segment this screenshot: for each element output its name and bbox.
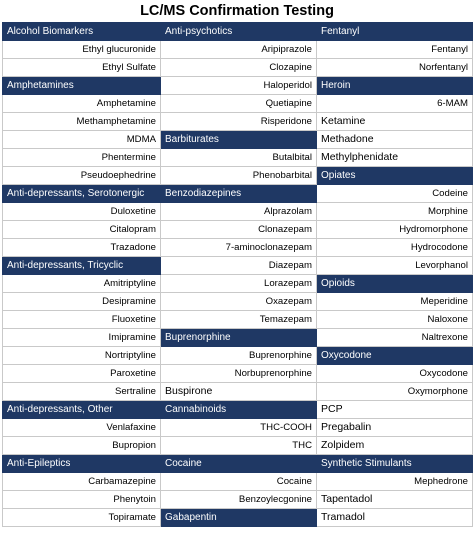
test-item-cell: Buspirone: [161, 383, 317, 401]
test-item-cell: Topiramate: [3, 509, 161, 527]
table-row: [3, 149, 473, 167]
table-row: [3, 365, 473, 383]
table-row: [3, 491, 473, 509]
test-item-cell: Methylphenidate: [317, 149, 473, 167]
test-item-cell: Venlafaxine: [3, 419, 161, 437]
table-row: [3, 239, 473, 257]
category-header-cell: Buprenorphine: [161, 329, 317, 347]
test-item-cell: Ketamine: [317, 113, 473, 131]
category-header-cell: Cocaine: [161, 455, 317, 473]
category-header-cell: Opioids: [317, 275, 473, 293]
test-item-cell: Duloxetine: [3, 203, 161, 221]
test-item-cell: Codeine: [317, 185, 473, 203]
page-title: LC/MS Confirmation Testing: [140, 3, 334, 19]
test-item-cell: Phenytoin: [3, 491, 161, 509]
test-item-cell: Morphine: [317, 203, 473, 221]
table-row: [3, 455, 473, 473]
test-item-cell: Bupropion: [3, 437, 161, 455]
table-row: [3, 437, 473, 455]
table-row: [3, 41, 473, 59]
test-item-cell: Buprenorphine: [161, 347, 317, 365]
test-item-cell: Phentermine: [3, 149, 161, 167]
test-item-cell: Oxazepam: [161, 293, 317, 311]
test-item-cell: Amitriptyline: [3, 275, 161, 293]
test-item-cell: Cocaine: [161, 473, 317, 491]
test-item-cell: Methadone: [317, 131, 473, 149]
table-row: [3, 311, 473, 329]
test-item-cell: Lorazepam: [161, 275, 317, 293]
table-row: [3, 419, 473, 437]
category-header-cell: Cannabinoids: [161, 401, 317, 419]
category-header-cell: Anti-depressants, Serotonergic: [3, 185, 161, 203]
category-header-cell: Anti-psychotics: [161, 23, 317, 41]
test-item-cell: Pregabalin: [317, 419, 473, 437]
test-item-cell: Sertraline: [3, 383, 161, 401]
test-item-cell: Quetiapine: [161, 95, 317, 113]
test-item-cell: Naloxone: [317, 311, 473, 329]
test-item-cell: THC: [161, 437, 317, 455]
table-row: [3, 473, 473, 491]
table-row: [3, 257, 473, 275]
test-item-cell: Fentanyl: [317, 41, 473, 59]
test-item-cell: PCP: [317, 401, 473, 419]
test-item-cell: Norfentanyl: [317, 59, 473, 77]
test-item-cell: Tapentadol: [317, 491, 473, 509]
test-item-cell: Methamphetamine: [3, 113, 161, 131]
test-item-cell: Tramadol: [317, 509, 473, 527]
category-header-cell: Anti-depressants, Tricyclic: [3, 257, 161, 275]
test-item-cell: Ethyl Sulfate: [3, 59, 161, 77]
test-item-cell: Hydrocodone: [317, 239, 473, 257]
category-header-cell: Oxycodone: [317, 347, 473, 365]
testing-table: [2, 22, 473, 527]
table-row: [3, 347, 473, 365]
test-item-cell: Oxycodone: [317, 365, 473, 383]
table-row: [3, 23, 473, 41]
category-header-cell: Anti-depressants, Other: [3, 401, 161, 419]
category-header-cell: Gabapentin: [161, 509, 317, 527]
test-item-cell: Amphetamine: [3, 95, 161, 113]
test-item-cell: Ethyl glucuronide: [3, 41, 161, 59]
table-row: [3, 59, 473, 77]
test-item-cell: Zolpidem: [317, 437, 473, 455]
test-item-cell: THC-COOH: [161, 419, 317, 437]
table-row: [3, 329, 473, 347]
test-item-cell: Risperidone: [161, 113, 317, 131]
table-row: [3, 95, 473, 113]
category-header-cell: Synthetic Stimulants: [317, 455, 473, 473]
test-item-cell: Pseudoephedrine: [3, 167, 161, 185]
test-item-cell: Oxymorphone: [317, 383, 473, 401]
table-row: [3, 293, 473, 311]
test-item-cell: Carbamazepine: [3, 473, 161, 491]
test-item-cell: Clonazepam: [161, 221, 317, 239]
test-item-cell: Citalopram: [3, 221, 161, 239]
table-body: [3, 23, 473, 527]
category-header-cell: Opiates: [317, 167, 473, 185]
test-item-cell: Desipramine: [3, 293, 161, 311]
test-item-cell: Nortriptyline: [3, 347, 161, 365]
test-item-cell: Phenobarbital: [161, 167, 317, 185]
test-item-cell: Levorphanol: [317, 257, 473, 275]
test-item-cell: Butalbital: [161, 149, 317, 167]
test-item-cell: Imipramine: [3, 329, 161, 347]
table-row: [3, 383, 473, 401]
table-row: [3, 131, 473, 149]
test-item-cell: Benzoylecgonine: [161, 491, 317, 509]
test-item-cell: Trazadone: [3, 239, 161, 257]
table-row: [3, 77, 473, 95]
category-header-cell: Heroin: [317, 77, 473, 95]
test-item-cell: Temazepam: [161, 311, 317, 329]
test-item-cell: Paroxetine: [3, 365, 161, 383]
category-header-cell: Barbiturates: [161, 131, 317, 149]
table-row: [3, 275, 473, 293]
category-header-cell: Alcohol Biomarkers: [3, 23, 161, 41]
test-item-cell: Mephedrone: [317, 473, 473, 491]
test-item-cell: Alprazolam: [161, 203, 317, 221]
test-item-cell: Diazepam: [161, 257, 317, 275]
test-item-cell: Clozapine: [161, 59, 317, 77]
test-item-cell: Norbuprenorphine: [161, 365, 317, 383]
category-header-cell: Fentanyl: [317, 23, 473, 41]
table-row: [3, 167, 473, 185]
test-item-cell: Hydromorphone: [317, 221, 473, 239]
test-item-cell: 7-aminoclonazepam: [161, 239, 317, 257]
table-row: [3, 185, 473, 203]
category-header-cell: Anti-Epileptics: [3, 455, 161, 473]
table-row: [3, 221, 473, 239]
test-item-cell: Meperidine: [317, 293, 473, 311]
category-header-cell: Benzodiazepines: [161, 185, 317, 203]
test-item-cell: Aripiprazole: [161, 41, 317, 59]
test-item-cell: Fluoxetine: [3, 311, 161, 329]
table-row: [3, 203, 473, 221]
test-item-cell: Haloperidol: [161, 77, 317, 95]
test-item-cell: 6-MAM: [317, 95, 473, 113]
test-item-cell: Naltrexone: [317, 329, 473, 347]
test-item-cell: MDMA: [3, 131, 161, 149]
table-row: [3, 509, 473, 527]
table-row: [3, 113, 473, 131]
table-row: [3, 401, 473, 419]
category-header-cell: Amphetamines: [3, 77, 161, 95]
